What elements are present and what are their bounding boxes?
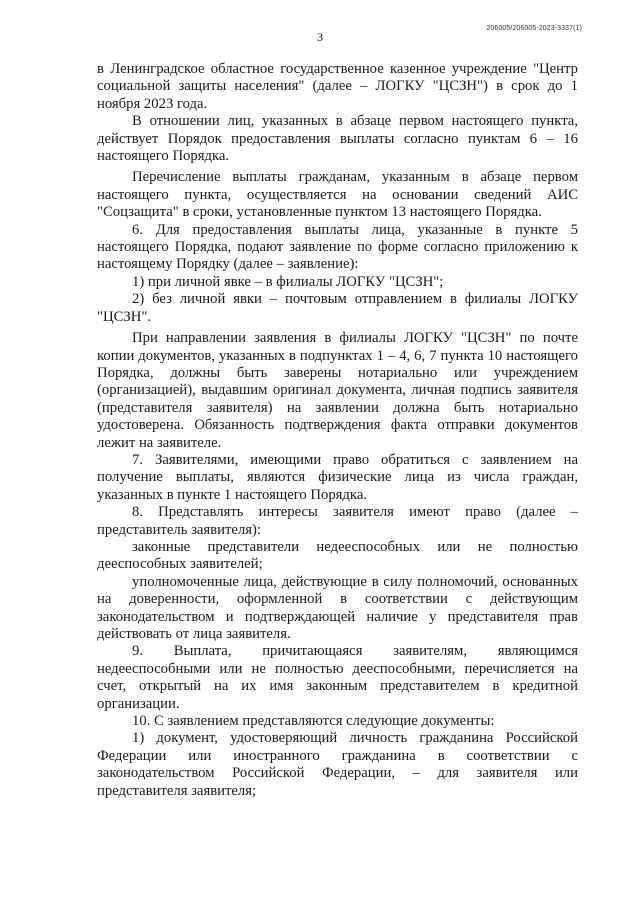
paragraph: 10. С заявлением представляются следующие документы: xyxy=(132,713,495,730)
paragraph: В отношении лиц, указанных в абзаце первом настоящего пункта, действует Порядок предоставления выплаты согласно пунктам 6 – 16 настоящего Порядка. xyxy=(97,113,578,165)
paragraph: 2) без личной явки – почтовым отправлением в филиалы ЛОГКУ "ЦСЗН". xyxy=(97,291,578,325)
paragraph: в Ленинградское областное государственное казенное учреждение "Центр социальной защиты населения" (далее – ЛОГКУ "ЦСЗН") в срок до 1 ноября 2023 года. xyxy=(97,61,578,112)
paragraph: 8. Представлять интересы заявителя имеют право (далее – представитель заявителя): xyxy=(97,504,578,538)
paragraph: уполномоченные лица, действующие в силу полномочий, основанных на доверенности, оформленной в соответствии с действующим законодательством и подтверждающей наличие у представителя прав действовать от лица заявителя. xyxy=(97,573,578,642)
paragraph: 6. Для предоставления выплаты лица, указанные в пункте 5 настоящего Порядка, подают заявление по форме согласно приложению к настоящему Порядку (далее – заявление): xyxy=(97,221,578,273)
paragraph: 1) документ, удостоверяющий личность гражданина Российской Федерации или иностранного гражданина в соответствии с законодательством Российской Федерации, – для заявителя или представителя заявителя; xyxy=(97,730,578,799)
paragraph: При направлении заявления в филиалы ЛОГКУ "ЦСЗН" по почте копии документов, указанных в подпунктах 1 – 4, 6, 7 пункта 10 настоящего Порядка, должны быть заверены нотариально или учреждением (организацией), выдавшим оригинал документа, личная подпись заявителя (представителя заявителя) на заявлении должна быть нотариально удостоверена. Обязанность подтверждения факта отправки документов лежит на заявителе. xyxy=(97,330,578,451)
paragraph: 7. Заявителями, имеющими право обратиться с заявлением на получение выплаты, являются физические лица из числа граждан, указанных в пункте 1 настоящего Порядка. xyxy=(97,451,578,503)
paragraph: Перечисление выплаты гражданам, указанным в абзаце первом настоящего пункта, осуществляется на основании сведений АИС "Соцзащита" в сроки, установленные пунктом 13 настоящего Порядка. xyxy=(97,169,578,221)
paragraph: законные представители недееспособных или не полностью дееспособных заявителей; xyxy=(97,538,578,573)
page-number: 3 xyxy=(317,30,323,44)
paragraph: 9. Выплата, причитающаяся заявителям, являющимся недееспособными или не полностью дееспособными, перечисляется на счет, открытый на их имя законным представителем в кредитной организации. xyxy=(97,643,578,712)
paragraph: 1) при личной явке – в филиалы ЛОГКУ "ЦСЗН"; xyxy=(132,273,444,290)
document-id: 206005/206005-2023-3337(1) xyxy=(486,25,582,32)
document-body xyxy=(97,61,578,800)
